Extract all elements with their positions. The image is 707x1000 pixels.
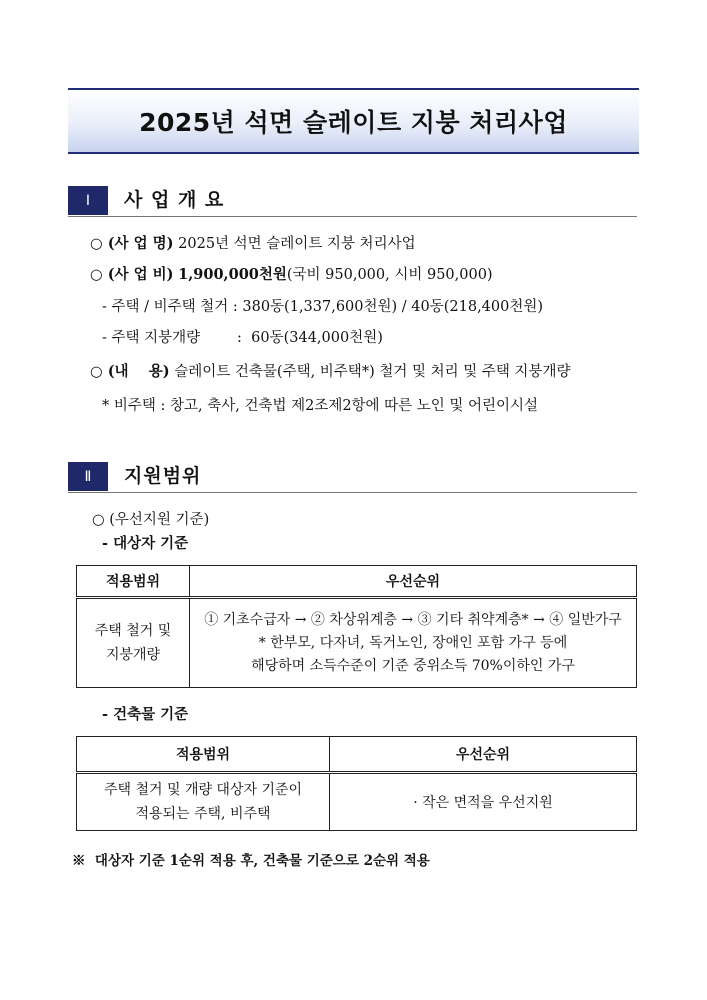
table-row: [77, 773, 637, 831]
budget-label: ○ (사 업 비): [90, 266, 174, 283]
section-2-title: 지원범위: [124, 465, 202, 487]
table-row: [77, 598, 637, 688]
project-name-label: ○ (사 업 명): [90, 235, 174, 252]
table2-header-priority: 우선순위: [330, 737, 637, 773]
table1-scope-cell: [77, 598, 190, 688]
table1-priority-note: * 한부모, 다자녀, 독거노인, 장애인 포함 가구 등에: [258, 634, 568, 651]
budget-item-demolition: - 주택 / 비주택 철거 : 380동(1,337,600천원) / 40동(218,400천원): [102, 299, 544, 315]
content-value: 슬레이트 건축물(주택, 비주택*) 철거 및 처리 및 주택 지붕개량: [174, 364, 571, 380]
table1-header-priority: 우선순위: [190, 566, 637, 598]
content-line: [90, 362, 570, 382]
page-title: 2025년 석면 슬레이트 지붕 처리사업: [139, 108, 568, 137]
table2-header-scope: 적용범위: [77, 737, 330, 773]
table2-priority-cell: · 작은 면적을 우선지원: [330, 773, 637, 831]
table1-priority-order: ① 기초수급자 → ② 차상위계층 → ③ 기타 취약계층* → ④ 일반가구: [204, 611, 622, 628]
section-1-header: [68, 186, 637, 217]
table1-priority-cell: [190, 598, 637, 688]
budget-item-roof: - 주택 지붕개량 : 60동(344,000천원): [102, 330, 383, 346]
section-1-title: 사 업 개 요: [124, 189, 225, 211]
building-criteria-table: [76, 736, 637, 831]
table2-scope-cell: [77, 773, 330, 831]
budget-total: 1,900,000천원: [178, 266, 287, 283]
table1-scope-line: 주택 철거 및: [94, 623, 172, 639]
recipient-criteria-table: [76, 565, 637, 688]
project-name-line: [90, 234, 416, 254]
sub-heading-recipient: - 대상자 기준: [102, 535, 189, 552]
footer-note: ※ 대상자 기준 1순위 적용 후, 건축물 기준으로 2순위 적용: [72, 853, 430, 869]
budget-line: [90, 265, 493, 285]
section-1-number: Ⅰ: [68, 186, 108, 215]
content-label: ○ (내 용): [90, 363, 170, 380]
non-housing-note: * 비주택 : 창고, 축사, 건축법 제2조제2항에 따른 노인 및 어린이시설: [102, 398, 539, 414]
title-banner: [68, 88, 639, 154]
section-2-header: [68, 462, 637, 493]
section-2-number: Ⅱ: [68, 462, 108, 491]
priority-criteria: ○ (우선지원 기준): [92, 512, 210, 528]
table1-header-scope: 적용범위: [77, 566, 190, 598]
project-name-value: 2025년 석면 슬레이트 지붕 처리사업: [178, 236, 416, 252]
budget-breakdown: (국비 950,000, 시비 950,000): [286, 267, 493, 283]
sub-heading-building: - 건축물 기준: [102, 706, 189, 723]
table2-scope-line: 주택 철거 및 개량 대상자 기준이: [103, 782, 303, 798]
table1-priority-note-cont: 해당하며 소득수준이 기준 중위소득 70%이하인 가구: [251, 657, 575, 674]
table2-scope-line: 적용되는 주택, 비주택: [135, 806, 271, 822]
table1-scope-line: 지붕개량: [105, 647, 161, 663]
